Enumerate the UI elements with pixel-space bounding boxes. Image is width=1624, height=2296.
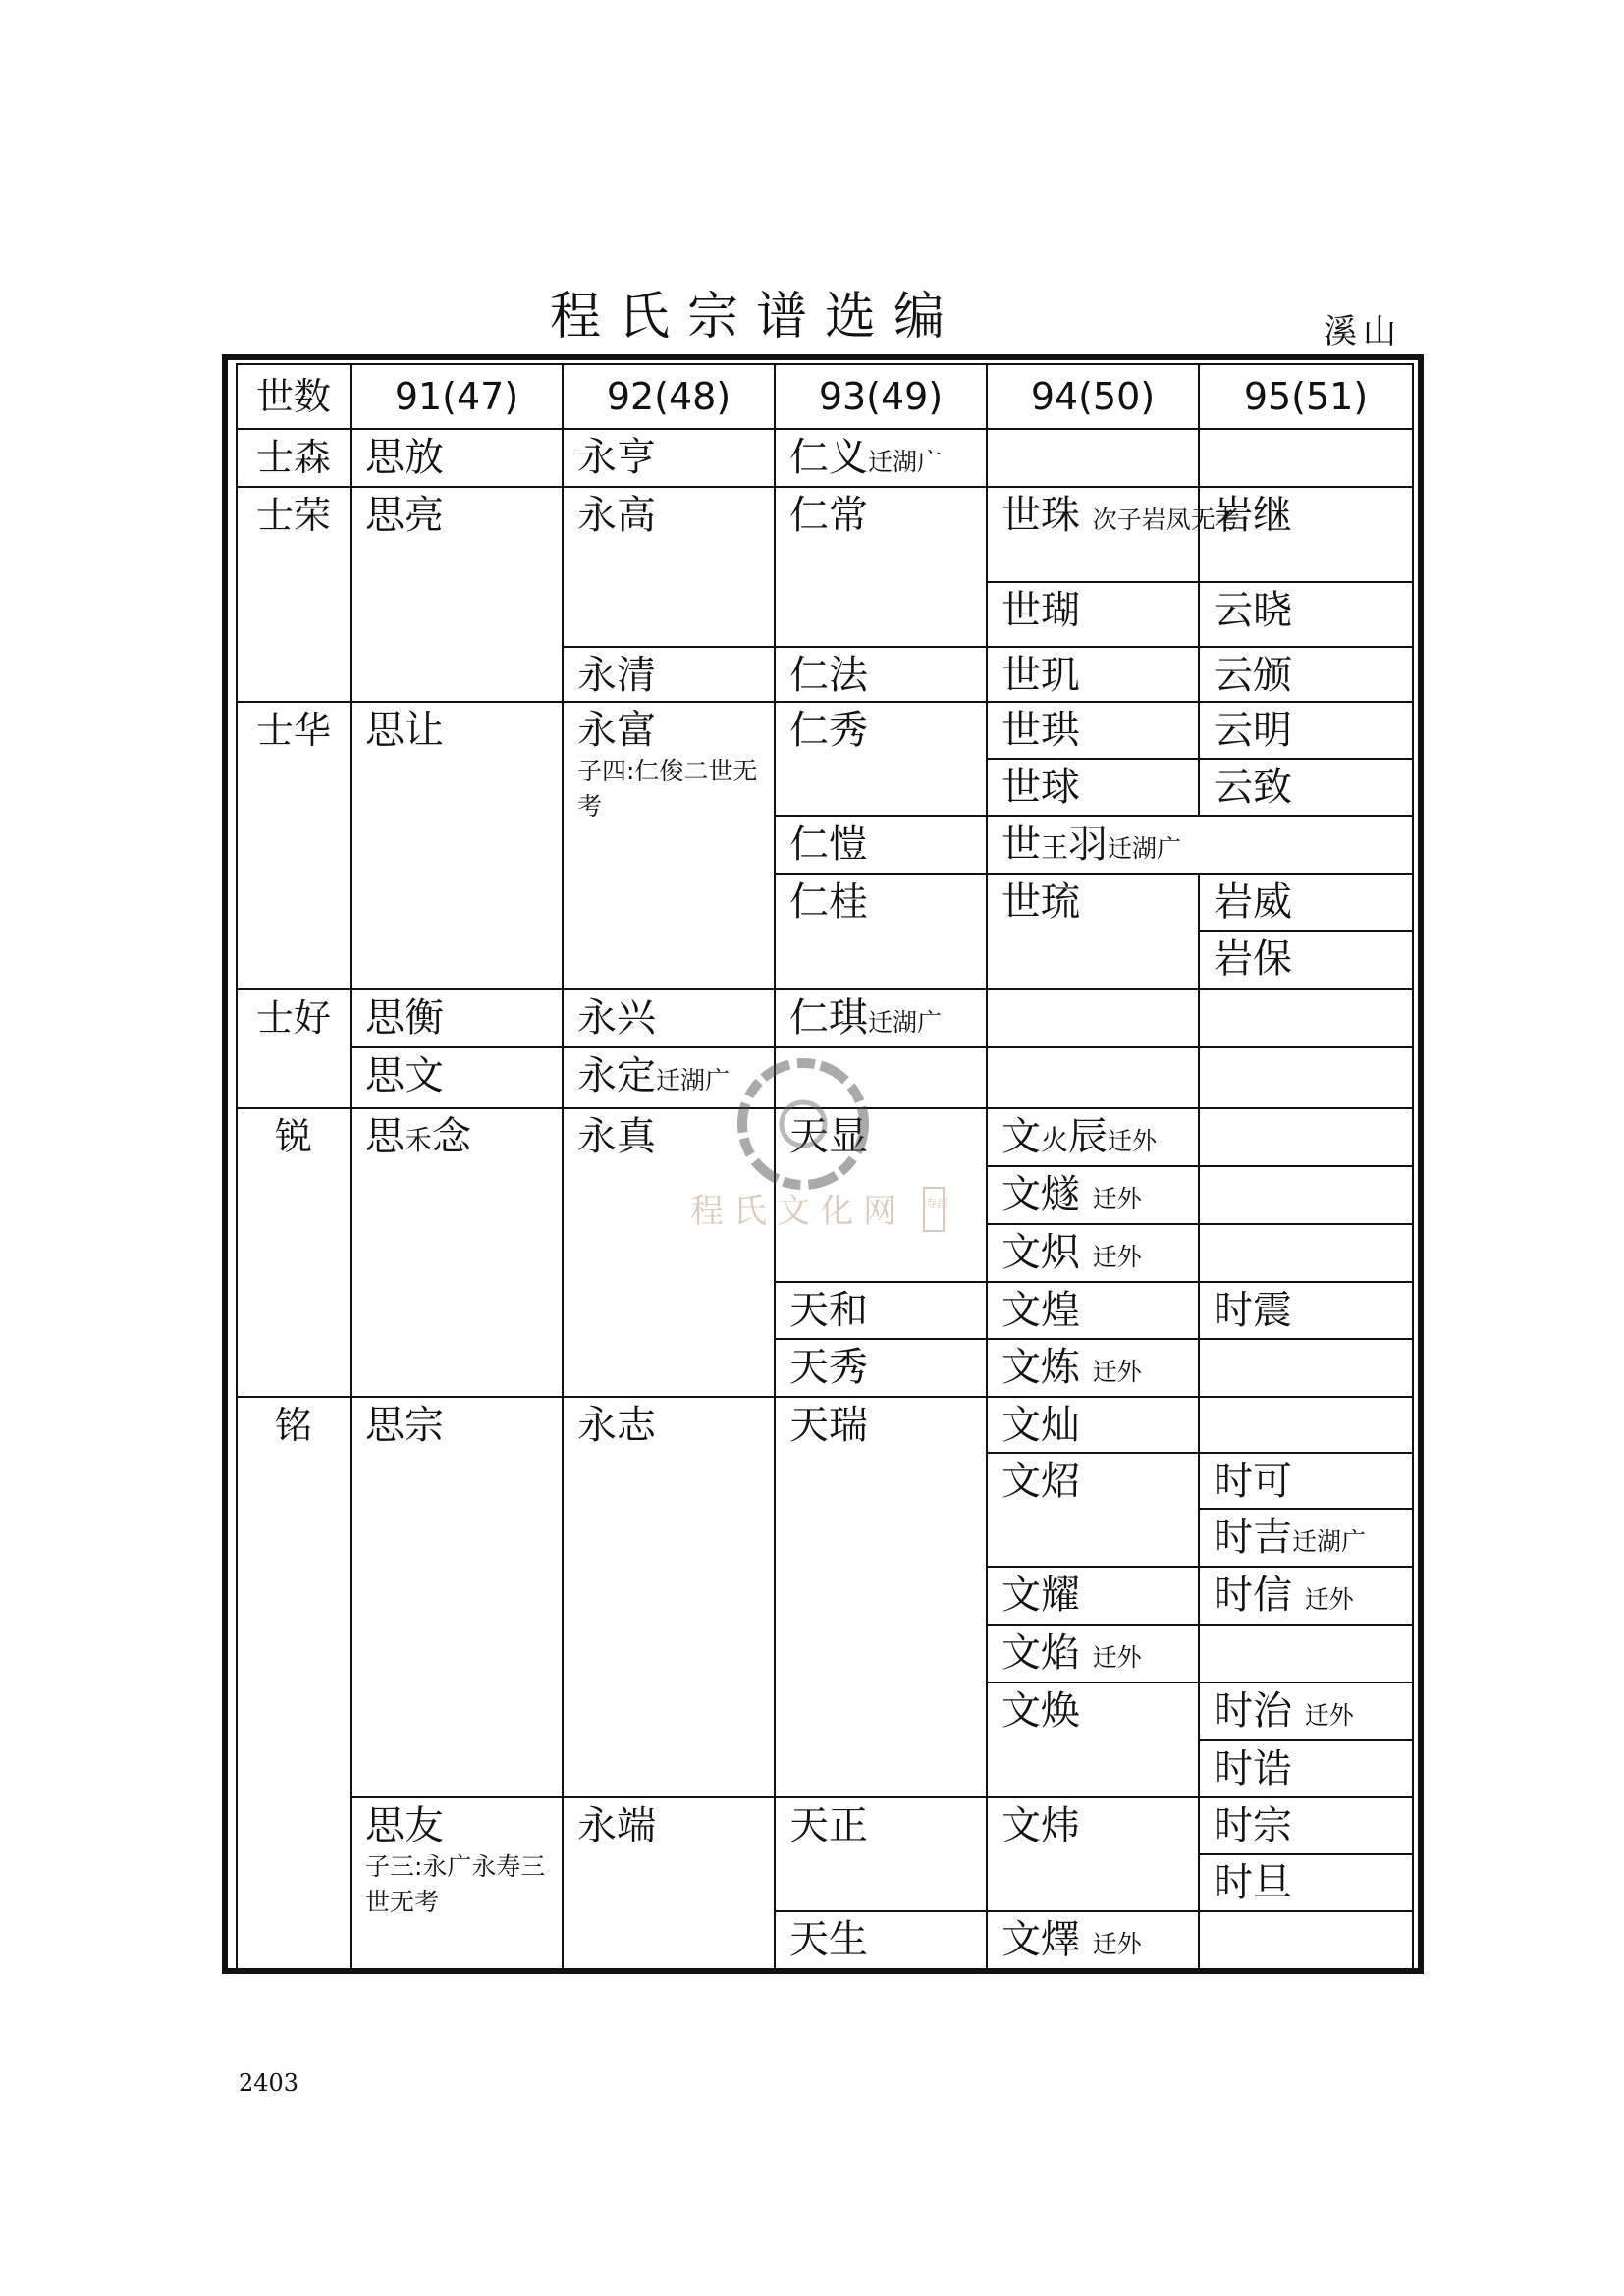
page-title: 程氏宗谱选编 [550, 288, 963, 347]
migration-note: 迁外 [1092, 1185, 1142, 1213]
name-cell: 永清 [563, 647, 775, 702]
name-cell: 永真 [563, 1108, 775, 1397]
generation-cell: 铭 [237, 1397, 351, 1970]
watermark-logo [690, 1031, 949, 1256]
empty-cell [1199, 1224, 1413, 1282]
name-cell [351, 1797, 563, 1970]
generation-cell: 士荣 [237, 487, 351, 702]
name-cell: 思让 [351, 702, 563, 989]
name-cell: 时可 [1199, 1453, 1413, 1509]
name-cell: 文炜 [987, 1797, 1199, 1911]
migration-note: 迁外 [1304, 1585, 1354, 1614]
person-name: 永定 [577, 1053, 656, 1098]
name-cell: 仁常 [775, 487, 987, 647]
name-cell: 天显 [775, 1108, 987, 1282]
name-cell: 时宗 [1199, 1797, 1413, 1854]
person-name: 仁琪 [789, 995, 868, 1041]
person-name: 思友 [365, 1803, 444, 1848]
name-cell: 思亮 [351, 487, 563, 702]
name-cell [987, 816, 1413, 874]
name-cell: 永端 [563, 1797, 775, 1970]
person-name: 世 [1001, 822, 1041, 867]
person-name: 世珠 [1001, 493, 1080, 538]
migration-note: 迁外 [1092, 1930, 1142, 1958]
person-name: 羽 [1068, 822, 1109, 867]
name-cell: 永高 [563, 487, 775, 647]
name-cell: 思放 [351, 429, 563, 487]
empty-cell [1199, 1166, 1413, 1224]
radical-glyph: 禾 [405, 1124, 433, 1156]
name-cell: 思文 [351, 1047, 563, 1108]
name-cell: 仁桂 [775, 874, 987, 989]
family-note: 子四:仁俊二世无考 [577, 757, 758, 821]
name-cell [1199, 1682, 1413, 1740]
person-name: 时吉 [1214, 1515, 1292, 1560]
person-name: 时信 [1214, 1573, 1292, 1618]
empty-cell [987, 1047, 1199, 1108]
person-name: 文炼 [1001, 1345, 1080, 1390]
migration-note: 迁外 [1092, 1358, 1142, 1386]
name-cell: 天和 [775, 1282, 987, 1339]
place-name: 溪山 [1324, 312, 1402, 351]
watermark-inner-circle [782, 1102, 825, 1146]
table-row [237, 429, 1413, 487]
name-cell: 仁愷 [775, 816, 987, 874]
name-cell [987, 1339, 1199, 1397]
watermark-seal: 寿昌 [925, 1197, 949, 1210]
page-number: 2403 [239, 2069, 299, 2097]
name-cell: 世珙 [987, 702, 1199, 759]
table-row [237, 702, 1413, 759]
header-row [237, 364, 1413, 429]
person-name: 文燡 [1001, 1917, 1080, 1962]
name-cell: 文煌 [987, 1282, 1199, 1339]
radical-glyph: 火 [1041, 1124, 1069, 1156]
person-name: 思 [365, 1114, 405, 1159]
column-header-generation: 世数 [237, 364, 351, 429]
person-name: 念 [432, 1114, 472, 1159]
column-header-93: 93(49) [775, 364, 987, 429]
name-cell: 时旦 [1199, 1854, 1413, 1911]
name-cell [987, 487, 1240, 582]
name-cell: 天瑞 [775, 1397, 987, 1797]
name-cell: 云晓 [1199, 582, 1413, 647]
name-cell: 世瑚 [987, 582, 1199, 647]
empty-cell [1199, 989, 1413, 1047]
name-cell: 世琉 [987, 874, 1199, 989]
migration-note: 迁湖广 [656, 1066, 731, 1095]
name-cell: 思宗 [351, 1397, 563, 1797]
name-cell [987, 1625, 1199, 1682]
name-cell: 永志 [563, 1397, 775, 1797]
person-name: 辰 [1068, 1114, 1109, 1159]
column-header-95: 95(51) [1199, 364, 1413, 429]
person-name: 时治 [1214, 1688, 1292, 1734]
name-cell [987, 1911, 1199, 1970]
name-cell: 岩威 [1199, 874, 1413, 931]
empty-cell [1199, 1911, 1413, 1970]
radical-glyph: 王 [1041, 831, 1069, 864]
person-name: 文 [1001, 1114, 1041, 1159]
name-cell: 天秀 [775, 1339, 987, 1397]
name-cell: 文炤 [987, 1453, 1199, 1567]
name-cell: 文灿 [987, 1397, 1199, 1453]
generation-cell: 士好 [237, 989, 351, 1108]
name-cell: 永亨 [563, 429, 775, 487]
name-cell: 时诰 [1199, 1740, 1413, 1797]
name-cell: 岩继 [1199, 487, 1413, 582]
column-header-94: 94(50) [987, 364, 1199, 429]
name-cell [987, 1166, 1199, 1224]
name-cell: 世玑 [987, 647, 1199, 702]
generation-cell: 锐 [237, 1108, 351, 1397]
name-cell: 永兴 [563, 989, 775, 1047]
watermark-circle [742, 1063, 864, 1185]
name-cell: 天正 [775, 1797, 987, 1911]
empty-cell [1199, 1047, 1413, 1108]
table-row [237, 487, 1413, 582]
empty-cell [1199, 1108, 1413, 1166]
person-name: 文炽 [1001, 1230, 1080, 1275]
name-cell [1199, 1509, 1413, 1567]
name-cell [1199, 1567, 1413, 1625]
name-cell [563, 702, 775, 989]
migration-note: 迁湖广 [868, 1008, 943, 1037]
name-cell: 云致 [1199, 759, 1413, 816]
person-name: 文焰 [1001, 1630, 1080, 1676]
migration-note: 迁外 [1092, 1243, 1142, 1271]
name-cell: 仁法 [775, 647, 987, 702]
empty-cell [1199, 1397, 1413, 1453]
name-cell: 岩保 [1199, 931, 1413, 989]
migration-note: 迁外 [1092, 1643, 1142, 1672]
person-name: 文燧 [1001, 1172, 1080, 1217]
generation-cell: 士华 [237, 702, 351, 989]
migration-note: 迁湖广 [1292, 1527, 1367, 1556]
generation-cell: 士森 [237, 429, 351, 487]
name-cell [987, 1224, 1199, 1282]
name-cell [775, 429, 987, 487]
name-cell [351, 1108, 563, 1397]
column-header-91: 91(47) [351, 364, 563, 429]
name-cell: 云明 [1199, 702, 1413, 759]
person-name: 仁义 [789, 435, 868, 480]
empty-cell [1199, 1625, 1413, 1682]
migration-note: 迁湖广 [868, 448, 943, 476]
column-header-92: 92(48) [563, 364, 775, 429]
name-cell: 文耀 [987, 1567, 1199, 1625]
empty-cell [987, 429, 1199, 487]
migration-note: 迁外 [1304, 1701, 1354, 1730]
watermark-text: 程氏文化网 [690, 1192, 906, 1231]
empty-cell [1199, 1339, 1413, 1397]
name-cell: 时震 [1199, 1282, 1413, 1339]
name-cell: 文焕 [987, 1682, 1199, 1797]
person-name: 永富 [577, 708, 656, 753]
table-row [237, 1797, 1413, 1854]
name-cell: 云颁 [1199, 647, 1413, 702]
migration-note: 迁外 [1108, 1127, 1158, 1155]
table-row [237, 1397, 1413, 1453]
empty-cell [987, 989, 1199, 1047]
name-cell [987, 1108, 1199, 1166]
empty-cell [1199, 429, 1413, 487]
family-note: 子三:永广永寿三世无考 [365, 1852, 546, 1916]
name-cell: 世球 [987, 759, 1199, 816]
migration-note: 迁湖广 [1108, 834, 1182, 863]
name-cell: 思衡 [351, 989, 563, 1047]
name-cell: 仁秀 [775, 702, 987, 816]
name-cell: 天生 [775, 1911, 987, 1970]
family-note: 次子岩凤无考 [1092, 506, 1240, 534]
